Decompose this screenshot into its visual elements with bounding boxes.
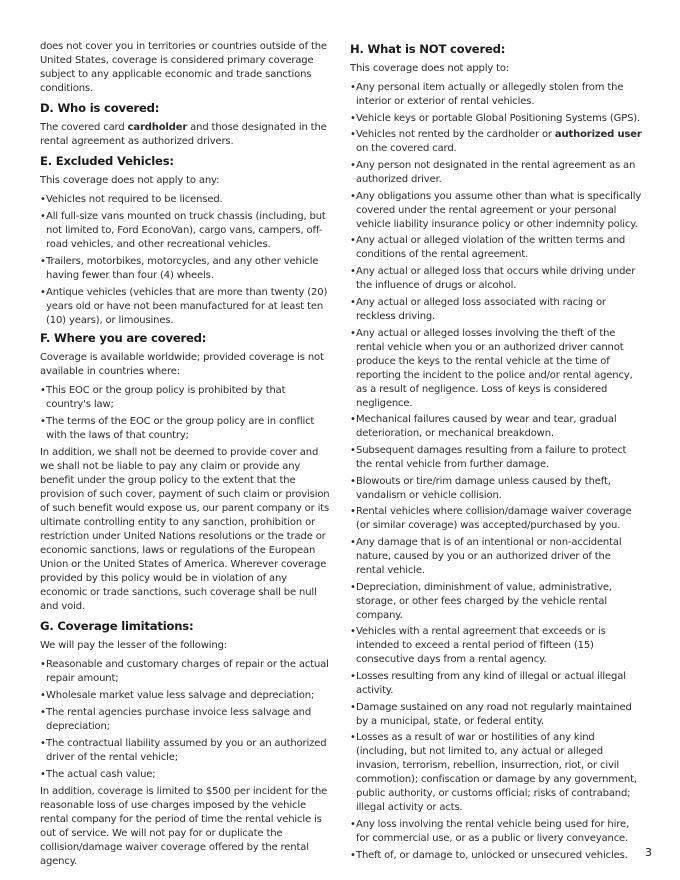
list-item: • The terms of the EOC or the group policy are in conflict with the laws of that country; (40, 415, 333, 443)
right-column (350, 41, 642, 865)
authorized-user-term: authorized user (554, 129, 642, 141)
list-item: • This EOC or the group policy is prohibited by that country's law; (40, 384, 333, 412)
list-item: • Reasonable and customary charges of repair or the actual repair amount; (40, 658, 333, 686)
list-item (350, 128, 642, 156)
list-item-text-start: Vehicles not rented by the cardholder or (356, 129, 555, 141)
section-g-intro: We will pay the lesser of the following: (40, 640, 228, 651)
list-item: • The rental agencies purchase invoice less salvage and depreciation; (40, 706, 333, 734)
list-item: • Any actual or alleged loss that occurs while driving under the influence of drugs or alcohol. (350, 265, 642, 293)
section-f-intro: Coverage is available worldwide; provided coverage is not available in countries where: (40, 352, 324, 377)
section-d-heading: D. Who is covered: (40, 101, 160, 115)
list-item: • Vehicles with a rental agreement that exceeds or is intended to exceed a rental period of fifteen (15) consecutive days from a rental agency. (350, 625, 642, 667)
list-item: • Trailers, motorbikes, motorcycles, and any other vehicle having fewer than four (4) wheels. (40, 255, 333, 283)
section-g-heading: G. Coverage limitations: (40, 619, 194, 633)
list-item: • Any personal item actually or allegedly stolen from the interior or exterior of rental vehicles. (350, 81, 642, 109)
list-item: • Antique vehicles (vehicles that are more than twenty (20) years old or have not been manufactured for at least ten (10) years), or limousines. (40, 286, 333, 328)
list-item: • Any actual or alleged violation of the written terms and conditions of the rental agreement. (350, 234, 642, 262)
list-item: • The actual cash value; (40, 768, 333, 782)
cardholder-term: cardholder (127, 122, 188, 133)
list-item: • Vehicle keys or portable Global Positioning Systems (GPS). (350, 112, 642, 126)
list-item: • Any obligations you assume other than what is specifically covered under the rental agreement or your personal vehicle liability insurance policy or other indemnity policy. (350, 190, 642, 232)
not-covered-list (350, 81, 642, 863)
list-item: • Rental vehicles where collision/damage waiver coverage (or similar coverage) was accepted/purchased by you. (350, 505, 642, 533)
list-item: • Any damage that is of an intentional or non-accidental nature, caused by you or an authorized driver of the rental vehicle. (350, 536, 642, 578)
list-item: • Any loss involving the rental vehicle being used for hire, for commercial use, or as a public or livery conveyance. (350, 818, 642, 846)
list-item: • Depreciation, diminishment of value, administrative, storage, or other fees charged by the vehicle rental company. (350, 581, 642, 623)
sanctions-paragraph: In addition, we shall not be deemed to provide cover and we shall not be liable to pay any claim or provide any benefit under the group policy to the extent that the provision of such cover, payment of such claim or provision of such benefit would expose us, our parent company or its ultimate controlling entity to any sanction, prohibition or restriction under United Nations resolutions or the trade or economic sanctions, laws or regulations of the European Union or the United States of America. Wherever coverage provided by this policy would be in violation of any economic or trade sanctions, such coverage shall be null and void. (40, 447, 330, 612)
intro-paragraph: does not cover you in territories or countries outside of the United States, coverage is considered primary coverage subject to any applicable economic and trade sanctions conditions. (40, 41, 327, 94)
section-e-heading: E. Excluded Vehicles: (40, 154, 174, 168)
list-item: • The contractual liability assumed by you or an authorized driver of the rental vehicle; (40, 737, 333, 765)
list-item: • Damage sustained on any road not regularly maintained by a municipal, state, or federal entity. (350, 701, 642, 729)
excluded-vehicles-list (40, 193, 333, 328)
list-item: • Losses resulting from any kind of illegal or actual illegal activity. (350, 670, 642, 698)
section-d-text-start: The covered card (40, 122, 128, 133)
list-item: • Subsequent damages resulting from a failure to protect the rental vehicle from further damage. (350, 444, 642, 472)
list-item: • Any actual or alleged losses involving the theft of the rental vehicle when you or an authorized driver cannot produce the keys to the rental vehicle at the time of reporting the incident to the police and/or rental agency, as a result of negligence. Loss of keys is considered negligence. (350, 327, 642, 411)
section-d-text-end: and those designated in the rental agreement as authorized drivers. (40, 122, 327, 147)
list-item: • Vehicles not required to be licensed. (40, 193, 333, 207)
section-e-intro: This coverage does not apply to any: (40, 175, 220, 186)
list-item-text-end: on the covered card. (356, 143, 457, 155)
list-item: • Wholesale market value less salvage and depreciation; (40, 689, 333, 703)
page-number: 3 (645, 846, 652, 859)
list-item: • Theft of, or damage to, unlocked or unsecured vehicles. (350, 849, 642, 863)
list-item: • All full-size vans mounted on truck chassis (including, but not limited to, Ford EconoVan), cargo vans, campers, off-road vehicles, and other recreational vehicles. (40, 210, 333, 252)
list-item: • Mechanical failures caused by wear and tear, gradual deterioration, or mechanical breakdown. (350, 413, 642, 441)
section-d-text (40, 121, 333, 149)
coverage-limitations-list (40, 658, 333, 782)
section-h-heading: H. What is NOT covered: (350, 42, 506, 56)
list-item: • Blowouts or tire/rim damage unless caused by theft, vandalism or vehicle collision. (350, 475, 642, 503)
left-column (40, 40, 333, 874)
list-item: • Any actual or alleged loss associated with racing or reckless driving. (350, 296, 642, 324)
coverage-location-list (40, 384, 333, 443)
section-h-intro: This coverage does not apply to: (350, 63, 510, 74)
list-item: • Losses as a result of war or hostilities of any kind (including, but not limited to, any actual or alleged invasion, terrorism, rebellion, insurrection, riot, or civil commotion); confiscation or damage by any government, public authority, or customs official; risks of contraband; illegal activity or acts. (350, 731, 642, 815)
loss-of-use-paragraph: In addition, coverage is limited to $500 per incident for the reasonable loss of use charges imposed by the vehicle rental company for the period of time the rental vehicle is out of service. We will not pay for or duplicate the collision/damage waiver coverage offered by the rental agency. (40, 786, 328, 867)
section-f-heading: F. Where you are covered: (40, 331, 207, 345)
list-item: • Any person not designated in the rental agreement as an authorized driver. (350, 159, 642, 187)
